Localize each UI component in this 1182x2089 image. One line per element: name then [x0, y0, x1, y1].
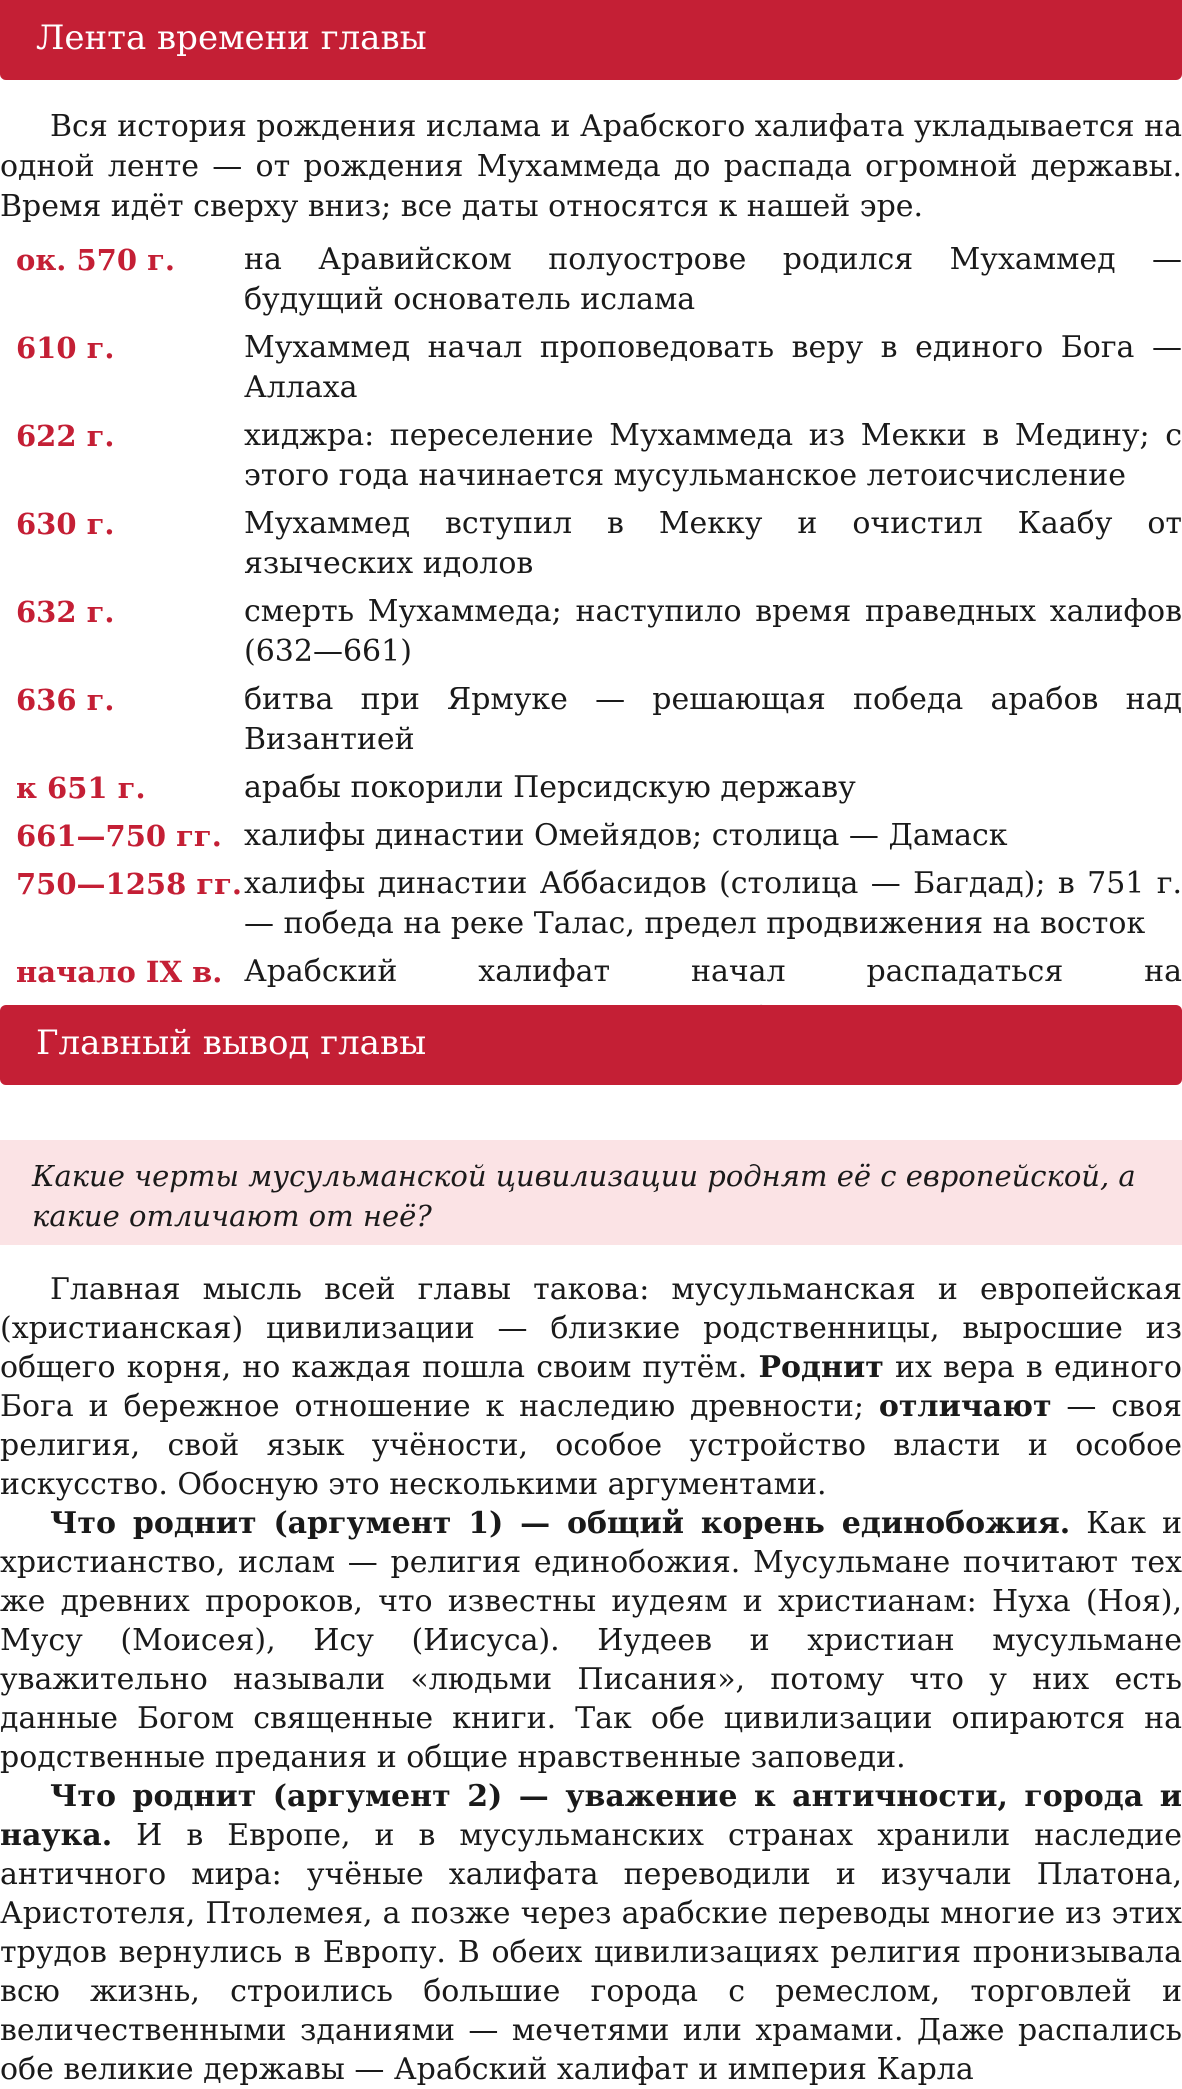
timeline-date: к 651 г. [16, 771, 146, 805]
timeline-entry [0, 328, 1182, 408]
paragraph-main-idea [0, 1270, 1182, 1504]
paragraph-text: Главная мысль всей главы такова: мусульманская и европейская (христианская) цивилизации — близкие родственницы, выросшие из общего корня, но каждая пошла своим путём. [0, 1272, 1182, 1385]
paragraph-argument-2 [0, 1777, 1182, 2089]
timeline-event: Мухаммед вступил в Мекку и очистил Каабу от языческих идолов [244, 506, 1182, 581]
timeline-heading: Лента времени главы [36, 18, 427, 58]
timeline-event: смерть Мухаммеда; наступило время праведных халифов (632—661) [244, 594, 1182, 669]
timeline-list [0, 240, 1182, 1040]
timeline-entry [0, 864, 1182, 944]
timeline-entry [0, 504, 1182, 584]
timeline-entry [0, 768, 1182, 808]
timeline-event: на Аравийском полуострове родился Мухаммед — будущий основатель ислама [244, 242, 1182, 317]
timeline-entry [0, 680, 1182, 760]
paragraph-text: Как и христианство, ислам — религия единобожия. Мусульмане почитают тех же древних пророков, что известны иудеям и христианам: Нуха (Ноя), Мусу (Моисея), Ису (Иисуса). Иудеев и христиан мусульмане уважительно называли «людьми Писания», потому что у них есть данные Богом священные книги. Так обе цивилизации опираются на родственные предания и общие нравственные заповеди. [0, 1506, 1182, 1775]
timeline-date: 632 г. [16, 595, 115, 629]
bold-term: Роднит [758, 1350, 884, 1385]
conclusion-body [0, 1270, 1182, 2089]
timeline-event: халифы династии Аббасидов (столица — Багдад); в 751 г. — победа на реке Талас, предел продвижения на восток [244, 866, 1182, 941]
timeline-entry [0, 416, 1182, 496]
timeline-date: 610 г. [16, 331, 115, 365]
timeline-date: 630 г. [16, 507, 115, 541]
paragraph-text: — своя религия, свой язык учёности, особое устройство власти и особое искусство. Обосную это несколькими аргументами. [0, 1389, 1182, 1502]
conclusion-heading: Главный вывод главы [36, 1023, 427, 1063]
timeline-intro: Вся история рождения ислама и Арабского халифата укладывается на одной ленте — от рождения Мухаммеда до распада огромной державы. Время идёт сверху вниз; все даты относятся к нашей эре. [0, 109, 1182, 224]
timeline-date: 636 г. [16, 683, 115, 717]
paragraph-text: И в Европе, и в мусульманских странах хранили наследие античного мира: учёные халифата переводили и изучали Платона, Аристотеля, Птолемея, а позже через арабские переводы многие из этих трудов вернулись в Европу. В обеих цивилизациях религия пронизывала всю жизнь, строились большие города с ремеслом, торговлей и величественными зданиями — мечетями или храмами. Даже распались обе великие державы — Арабский халифат и империя Карла [0, 1818, 1182, 2087]
timeline-date: 622 г. [16, 419, 115, 453]
timeline-date: 661—750 гг. [16, 819, 222, 853]
timeline-entry [0, 592, 1182, 672]
timeline-date: начало IX в. [16, 955, 223, 989]
paragraph-argument-1 [0, 1504, 1182, 1777]
question-box [0, 1140, 1182, 1245]
timeline-section-banner [0, 0, 1182, 80]
timeline-event: Арабский халифат начал распадаться на [244, 954, 1182, 989]
timeline-entry [0, 816, 1182, 856]
timeline-date: 750—1258 гг. [16, 867, 242, 901]
conclusion-section-banner [0, 1005, 1182, 1085]
argument-heading: Что роднит (аргумент 1) — общий корень единобожия. [50, 1506, 1071, 1541]
timeline-event: хиджра: переселение Мухаммеда из Мекки в Медину; с этого года начинается мусульманское летоисчисление [244, 418, 1182, 493]
timeline-entry [0, 240, 1182, 320]
chapter-question: Какие черты мусульманской цивилизации роднят её с европейской, а какие отличают от неё? [32, 1159, 1136, 1233]
timeline-event: битва при Ярмуке — решающая победа арабов над Византией [244, 682, 1182, 757]
timeline-event: халифы династии Омейядов; столица — Дамаск [244, 818, 1008, 853]
timeline-event: арабы покорили Персидскую державу [244, 770, 856, 805]
bold-term: отличают [878, 1389, 1052, 1424]
timeline-date: ок. 570 г. [16, 243, 175, 277]
paragraph-text: их вера в единого Бога и бережное отношение к наследию древности; [0, 1350, 1182, 1424]
argument-heading: Что роднит (аргумент 2) — уважение к античности, города и наука. [0, 1779, 1182, 1853]
timeline-event: Мухаммед начал проповедовать веру в единого Бога — Аллаха [244, 330, 1182, 405]
